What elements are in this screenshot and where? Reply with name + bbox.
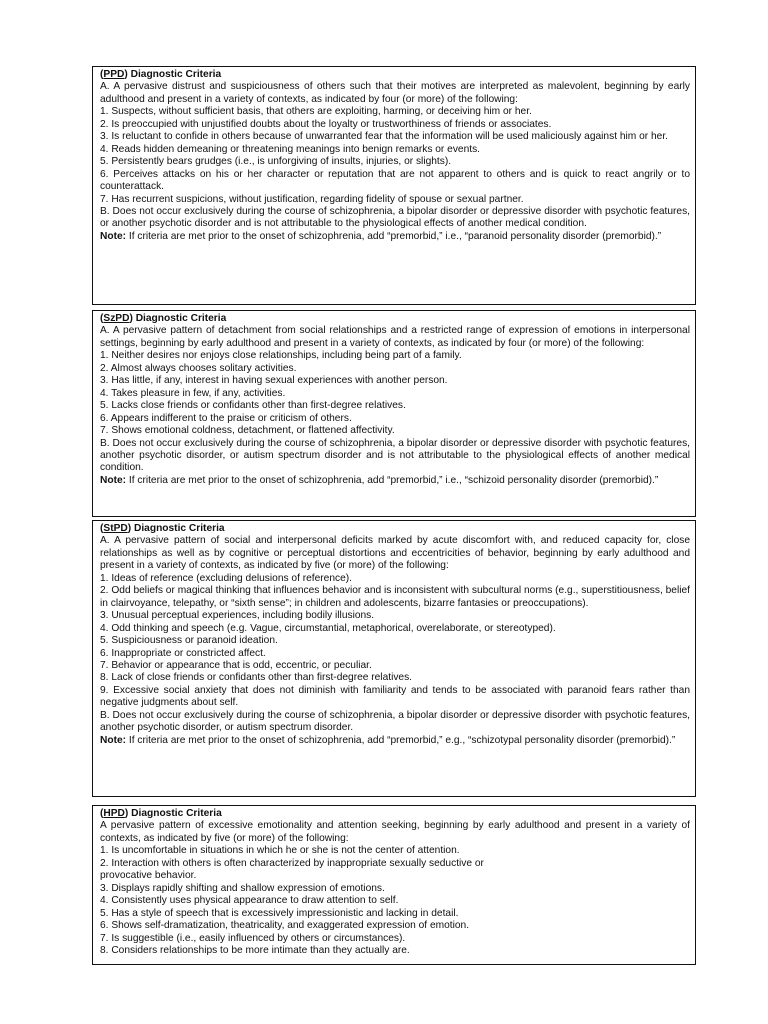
note-label: Note: bbox=[100, 734, 127, 746]
criterion-item: 1. Suspects, without sufficient basis, that others are exploiting, harming, or deceiving him or her. bbox=[100, 106, 532, 118]
criterion-b: B. Does not occur exclusively during the course of schizophrenia, a bipolar disorder or depressive disorder with psychotic features, another psychotic disorder, or autism spectrum disorder and is not attributable to the physiological effects of another medical condition. bbox=[100, 437, 690, 474]
criterion-item: 2. Is preoccupied with unjustified doubts about the loyalty or trustworthiness of friends or associates. bbox=[100, 118, 552, 130]
criterion-b: B. Does not occur exclusively during the course of schizophrenia, a bipolar disorder or depressive disorder with psychotic features, another psychotic disorder, or autism spectrum disorder. bbox=[100, 709, 690, 734]
stpd-criteria-box bbox=[92, 520, 696, 797]
criterion-item: 3. Has little, if any, interest in having sexual experiences with another person. bbox=[100, 375, 448, 387]
criterion-item: 4. Odd thinking and speech (e.g. Vague, circumstantial, metaphorical, overelaborate, or stereotyped). bbox=[100, 622, 556, 634]
criterion-a-intro: A pervasive pattern of excessive emotionality and attention seeking, beginning by early adulthood and present in a variety of contexts, as indicated by five (or more) of the following: bbox=[100, 820, 690, 844]
criterion-item: 5. Has a style of speech that is excessively impressionistic and lacking in detail. bbox=[100, 907, 459, 919]
criterion-item: 6. Appears indifferent to the praise or criticism of others. bbox=[100, 412, 352, 424]
criterion-item: 2. Interaction with others is often characterized by inappropriate sexually seductive or bbox=[100, 857, 484, 869]
criterion-item: 1. Neither desires nor enjoys close relationships, including being part of a family. bbox=[100, 350, 462, 362]
criterion-item: 8. Considers relationships to be more intimate than they actually are. bbox=[100, 944, 410, 956]
section-title: (StPD) Diagnostic Criteria bbox=[100, 523, 225, 534]
criterion-item: 6. Inappropriate or constricted affect. bbox=[100, 647, 266, 659]
criterion-item: 6. Shows self-dramatization, theatricality, and exaggerated expression of emotion. bbox=[100, 920, 470, 932]
criterion-item: 2. Almost always chooses solitary activities. bbox=[100, 362, 297, 374]
criterion-item: 4. Consistently uses physical appearance to draw attention to self. bbox=[100, 895, 399, 907]
note-text: If criteria are met prior to the onset of schizophrenia, add “premorbid,” e.g., “schizotypal personality disorder (premorbid).” bbox=[126, 734, 676, 746]
criterion-item: 1. Ideas of reference (excluding delusions of reference). bbox=[100, 572, 353, 584]
criterion-item: 7. Is suggestible (i.e., easily influenced by others or circumstances). bbox=[100, 932, 406, 944]
criterion-item: provocative behavior. bbox=[100, 870, 197, 882]
note bbox=[100, 475, 690, 487]
criterion-a-intro: A. A pervasive pattern of detachment from social relationships and a restricted range of expression of emotions in interpersonal settings, beginning by early adulthood and present in a variety of contexts, as indicated by four (or more) of the following: bbox=[100, 325, 690, 349]
criterion-item: 3. Is reluctant to confide in others because of unwarranted fear that the information will be used maliciously against him or her. bbox=[100, 131, 668, 143]
criterion-b: B. Does not occur exclusively during the course of schizophrenia, a bipolar disorder or depressive disorder with psychotic features, or another psychotic disorder and is not attributable to the physiological effects of another medical condition. bbox=[100, 205, 690, 230]
note-text: If criteria are met prior to the onset of schizophrenia, add “premorbid,” i.e., “schizoid personality disorder (premorbid).” bbox=[126, 474, 659, 486]
szpd-criteria-box bbox=[92, 310, 696, 517]
note-label: Note: bbox=[100, 474, 127, 486]
section-title: (PPD) Diagnostic Criteria bbox=[100, 69, 222, 80]
criterion-item: 9. Excessive social anxiety that does not diminish with familiarity and tends to be associated with paranoid fears rather than negative judgments about self. bbox=[100, 684, 690, 709]
note bbox=[100, 231, 690, 243]
criterion-item: 2. Odd beliefs or magical thinking that influences behavior and is inconsistent with subcultural norms (e.g., superstitiousness, belief in clairvoyance, telepathy, or “sixth sense”; in children and adolescents, bizarre fantasies or preoccupations). bbox=[100, 585, 690, 609]
criterion-item: 6. Perceives attacks on his or her character or reputation that are not apparent to others and is quick to react angrily or to counterattack. bbox=[100, 168, 690, 193]
section-title: (SzPD) Diagnostic Criteria bbox=[100, 313, 227, 324]
criterion-item: 3. Unusual perceptual experiences, including bodily illusions. bbox=[100, 610, 375, 622]
criterion-item: 7. Shows emotional coldness, detachment, or flattened affectivity. bbox=[100, 425, 395, 437]
criterion-item: 5. Persistently bears grudges (i.e., is unforgiving of insults, injuries, or slights). bbox=[100, 156, 452, 168]
criterion-item: 1. Is uncomfortable in situations in which he or she is not the center of attention. bbox=[100, 845, 460, 857]
section-abbreviation: HPD bbox=[103, 808, 125, 819]
section-abbreviation: PPD bbox=[103, 69, 125, 80]
note-label: Note: bbox=[100, 230, 127, 242]
criterion-item: 7. Behavior or appearance that is odd, eccentric, or peculiar. bbox=[100, 659, 372, 671]
criterion-item: 5. Suspiciousness or paranoid ideation. bbox=[100, 635, 278, 647]
note-text: If criteria are met prior to the onset of schizophrenia, add “premorbid,” i.e., “paranoid personality disorder (premorbid).” bbox=[126, 230, 662, 242]
note bbox=[100, 735, 690, 747]
ppd-criteria-box bbox=[92, 66, 696, 305]
criterion-item: 4. Reads hidden demeaning or threatening meanings into benign remarks or events. bbox=[100, 143, 481, 155]
criterion-item: 5. Lacks close friends or confidants other than first-degree relatives. bbox=[100, 400, 406, 412]
section-title: (HPD) Diagnostic Criteria bbox=[100, 808, 222, 819]
hpd-criteria-box bbox=[92, 805, 696, 965]
section-abbreviation: StPD bbox=[103, 523, 128, 534]
criterion-item: 7. Has recurrent suspicions, without justification, regarding fidelity of spouse or sexual partner. bbox=[100, 193, 524, 205]
criterion-item: 4. Takes pleasure in few, if any, activities. bbox=[100, 387, 286, 399]
criterion-a-intro: A. A pervasive pattern of social and interpersonal deficits marked by acute discomfort with, and reduced capacity for, close relationships as well as by cognitive or perceptual distortions and eccentricities of behavior, beginning by early adulthood and present in a variety of contexts, as indicated by five (or more) of the following: bbox=[100, 535, 690, 572]
criterion-a-intro: A. A pervasive distrust and suspiciousness of others such that their motives are interpreted as malevolent, beginning by early adulthood and present in a variety of contexts, as indicated by four (or more) of the following: bbox=[100, 81, 690, 105]
criterion-item: 8. Lack of close friends or confidants other than first-degree relatives. bbox=[100, 672, 413, 684]
criterion-item: 3. Displays rapidly shifting and shallow expression of emotions. bbox=[100, 882, 385, 894]
section-abbreviation: SzPD bbox=[103, 313, 130, 324]
